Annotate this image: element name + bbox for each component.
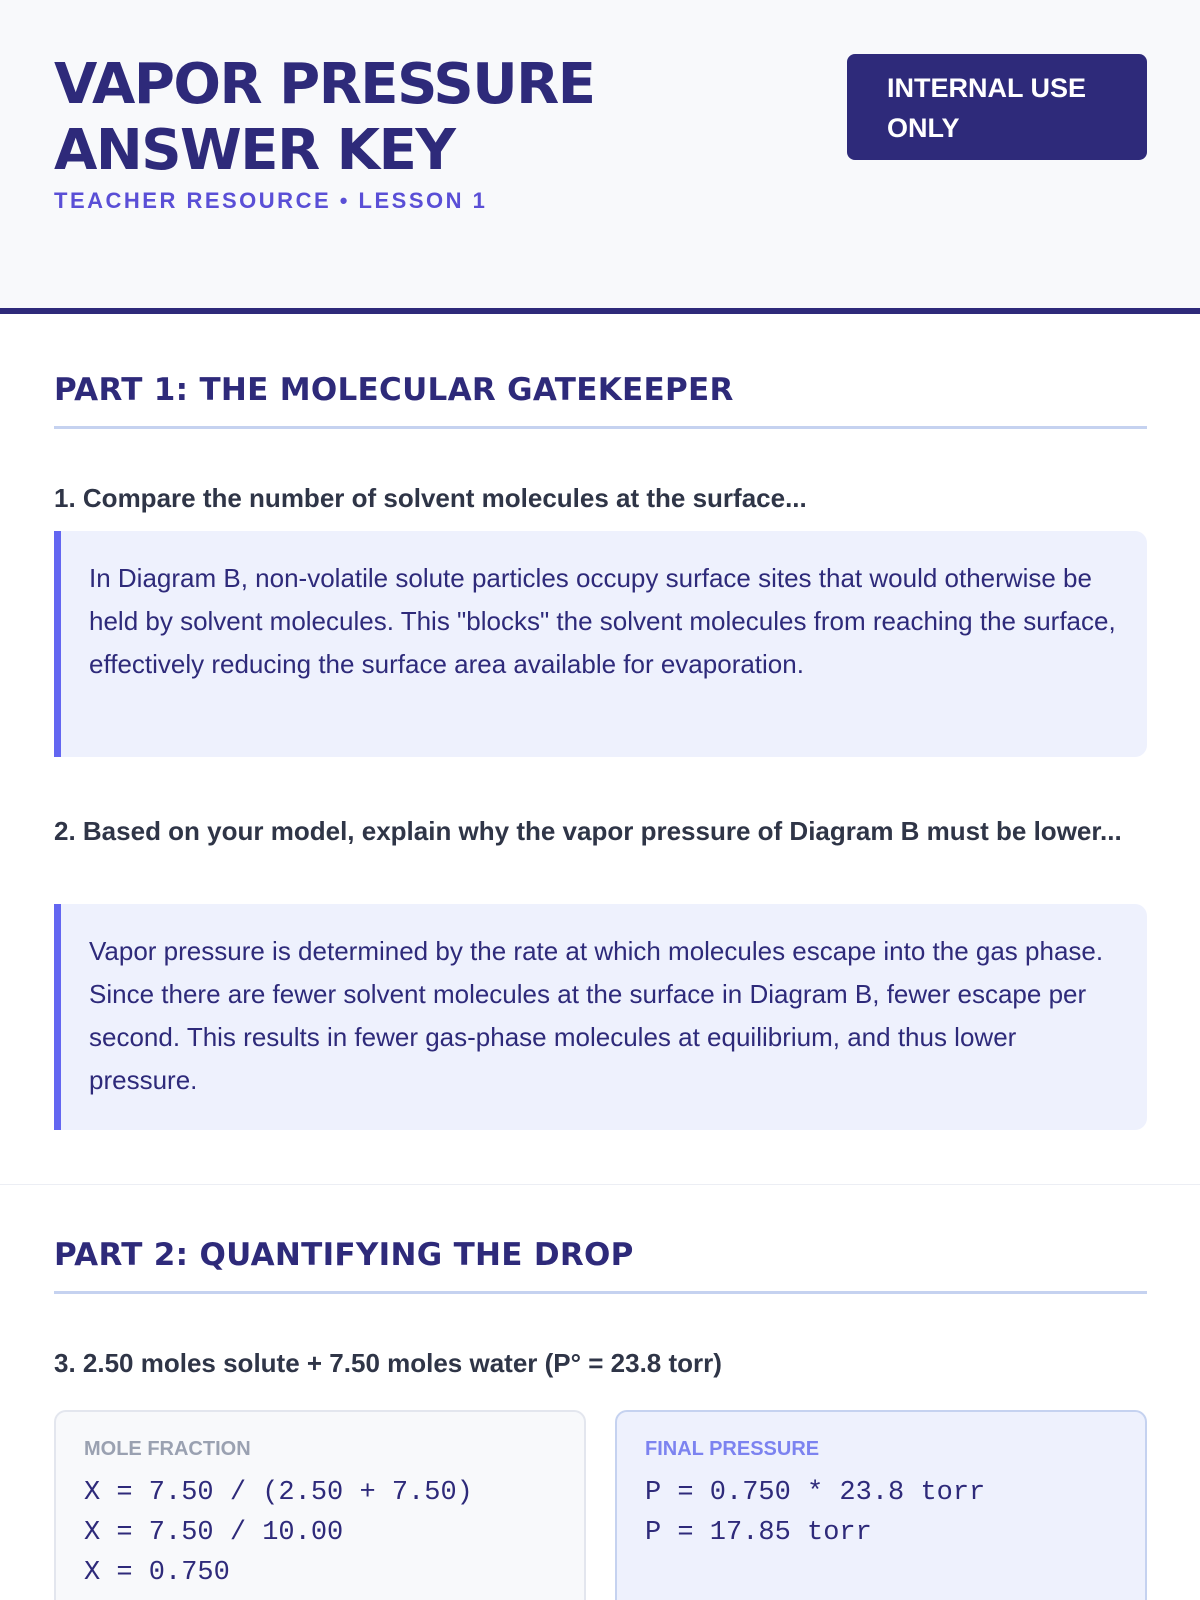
- part1-title: PART 1: THE MOLECULAR GATEKEEPER: [54, 372, 1147, 429]
- final-pressure-box: [615, 1410, 1147, 1600]
- page-subtitle: TEACHER RESOURCE • LESSON 1: [54, 188, 488, 213]
- mole-fraction-label: MOLE FRACTION: [84, 1438, 251, 1460]
- page-title: VAPOR PRESSURE ANSWER KEY: [54, 52, 595, 183]
- calc-line: X = 0.750: [84, 1558, 230, 1588]
- question-1: 1. Compare the number of solvent molecules at the surface...: [54, 483, 807, 513]
- internal-use-badge: INTERNAL USE ONLY: [847, 54, 1147, 160]
- answer-2: Vapor pressure is determined by the rate at which molecules escape into the gas phase. Since there are fewer solvent molecules at the surface in Diagram B, fewer escape per second. This results in fewer gas-phase molecules at equilibrium, and thus lower pressure.: [54, 904, 1147, 1130]
- page-header: [0, 0, 1200, 314]
- question-2: 2. Based on your model, explain why the vapor pressure of Diagram B must be lower...: [54, 816, 1122, 846]
- calc-line: X = 7.50 / (2.50 + 7.50): [84, 1478, 473, 1508]
- final-pressure-label: FINAL PRESSURE: [645, 1438, 820, 1460]
- part2-title: PART 2: QUANTIFYING THE DROP: [54, 1237, 1147, 1294]
- calc-line: X = 7.50 / 10.00: [84, 1518, 344, 1548]
- calc-line: P = 17.85 torr: [645, 1518, 872, 1548]
- question-3: 3. 2.50 moles solute + 7.50 moles water (P° = 23.8 torr): [54, 1348, 722, 1378]
- mole-fraction-box: [54, 1410, 586, 1600]
- section-divider: [0, 1184, 1200, 1185]
- answer-1: In Diagram B, non-volatile solute particles occupy surface sites that would otherwise be held by solvent molecules. This "blocks" the solvent molecules from reaching the surface, effectively reducing the surface area available for evaporation.: [54, 531, 1147, 757]
- calc-line: P = 0.750 * 23.8 torr: [645, 1478, 986, 1508]
